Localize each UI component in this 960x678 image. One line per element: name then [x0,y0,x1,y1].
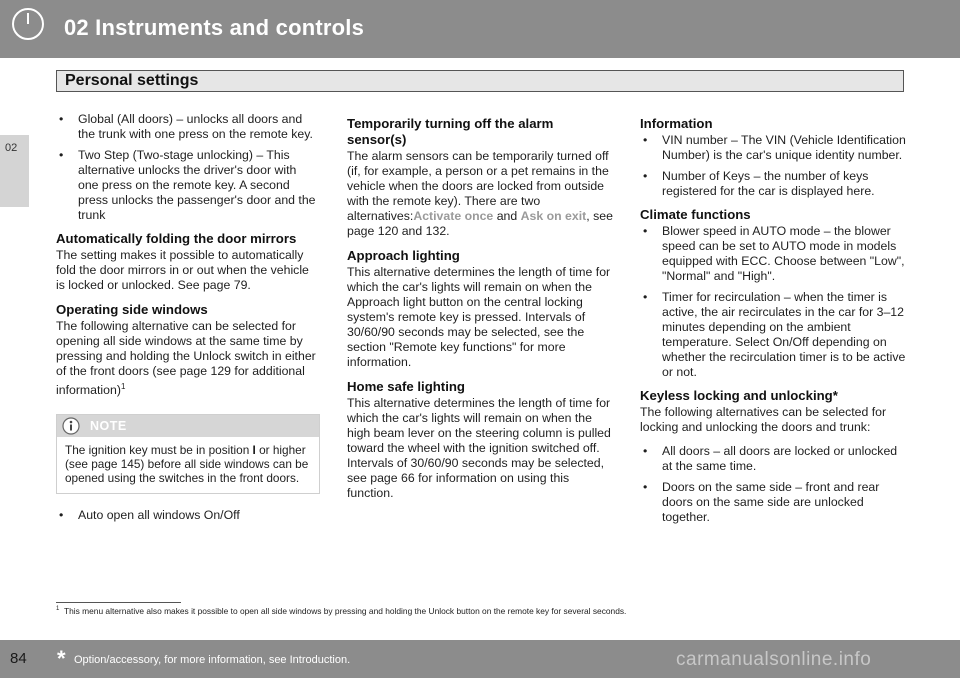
information-list [640,133,908,199]
list-item: • Two Step (Two-stage unlocking) – This alternative unlocks the driver's door with one press on the remote key. A second press unlocks the passenger's door and the trunk [56,148,320,223]
keyless-text: The following alternatives can be selected for locking and unlocking the doors and trunk: [640,405,887,434]
chapter-side-tab [0,135,29,207]
footnote-ref: 1 [120,382,126,391]
windows-heading: Operating side windows [56,302,208,317]
section-title: Personal settings [65,72,199,89]
column-3 [640,112,908,531]
list-item: • Blower speed in AUTO mode – the blower speed can be set to AUTO mode in models equipped with ECC. Choose between "Low", "Normal" and "High". [640,224,908,284]
approach-text: This alternative determines the length of time for which the car's lights will remain on when the Approach light button on the central locking system's remote key is pressed. Intervals of 30/60/90 seconds may be selected, see the section "Remote key functions" for more information. [347,265,611,369]
alarm-paragraph [347,149,613,239]
alarm-text: The alarm sensors can be temporarily turned off (if, for example, a person or a pet remains in the vehicle when the doors are locked from outside with the remote key). There are two alternatives: [347,149,609,223]
watermark: carmanualsonline.info [676,649,872,670]
footnote-number: 1 [56,606,60,613]
keyless-heading: Keyless locking and unlocking* [640,388,838,403]
mirrors-text: The setting makes it possible to automatically fold the door mirrors in or out when the vehicle is locked or unlocked. See page 79. [56,248,309,292]
note-text-part: or higher (see page 145) before all side windows can be opened using the switches in the front doors. [65,443,309,486]
information-heading: Information [640,116,713,131]
alarm-text: and [493,209,521,223]
list-item: • Doors on the same side – front and rear doors on the same side are unlocked together. [640,480,908,525]
approach-heading: Approach lighting [347,248,460,263]
note-label: NOTE [90,419,127,434]
note-text-part: The ignition key must be in position [65,443,253,458]
windows-options-list [56,508,320,523]
unlock-options-list [56,112,320,223]
alarm-text: , see page 120 and 132. [347,209,613,238]
activate-once-option: Activate once [413,209,494,223]
page-number: 84 [10,650,27,667]
section-title-bar [56,70,904,92]
alarm-heading: Temporarily turning off the alarm sensor(s) [347,116,554,147]
ask-on-exit-option: Ask on exit [520,209,587,223]
list-item: • Timer for recirculation – when the timer is active, the air recirculates in the car for 3–12 minutes depending on the ambient temperature. Select On/Off depending on whether the recirculation timer is to be active or not. [640,290,908,380]
gauge-icon [10,6,46,42]
list-item: • VIN number – The VIN (Vehicle Identification Number) is the car's unique identity number. [640,133,908,163]
windows-text: The following alternative can be selected for opening all side windows at the same time by pressing and holding the Unlock switch in either of the front doors (see page 129 for additional information) [56,319,316,398]
ignition-position: I [252,443,256,458]
info-icon [62,417,80,435]
option-star: * [57,646,66,671]
climate-list [640,224,908,380]
list-item: • Number of Keys – the number of keys registered for the car is displayed here. [640,169,908,199]
chapter-header [0,0,960,58]
note-header [57,415,319,437]
keyless-list [640,444,908,525]
windows-paragraph [56,319,320,398]
note-box [56,414,320,494]
footnote [56,606,626,616]
list-item: • All doors – all doors are locked or unlocked at the same time. [640,444,908,474]
home-safe-heading: Home safe lighting [347,379,465,394]
mirrors-heading: Automatically folding the door mirrors [56,231,297,246]
footer-note: Option/accessory, for more information, see Introduction. [74,654,351,666]
footnote-divider [56,602,181,603]
footnote-text: This menu alternative also makes it possible to open all side windows by pressing and holding the Unlock button on the remote key for several seconds. [64,606,627,616]
chapter-title: 02 Instruments and controls [64,15,365,40]
list-item: • Global (All doors) – unlocks all doors and the trunk with one press on the remote key. [56,112,320,142]
chapter-number: 02 [5,142,18,154]
home-safe-text: This alternative determines the length of time for which the car's lights will remain on when the high beam lever on the steering column is pulled toward the wheel with the ignition switched off. Intervals of 30/60/90 seconds may be selected, see page 66 for information on using this function. [347,396,611,500]
column-1 [56,112,320,529]
climate-heading: Climate functions [640,207,751,222]
note-text [57,437,319,493]
list-item: • Auto open all windows On/Off [56,508,320,523]
column-2 [347,112,613,510]
